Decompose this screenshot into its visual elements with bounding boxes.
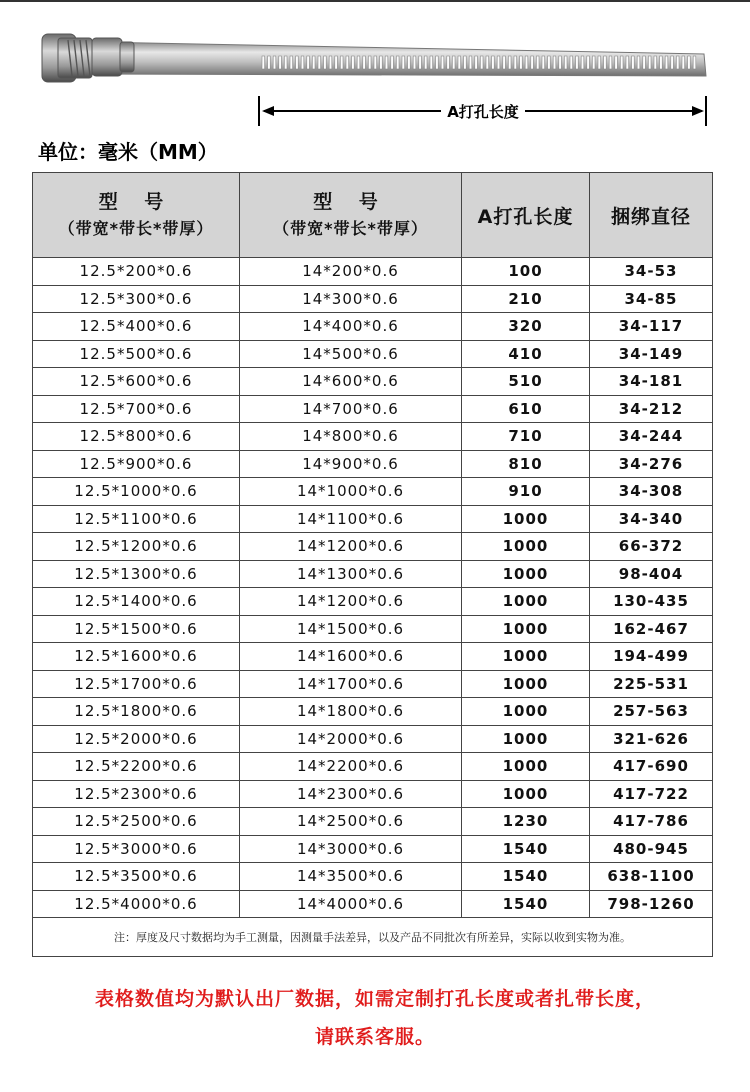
cell-model-12-5: 12.5*600*0.6 xyxy=(33,368,240,396)
cell-model-14: 14*1300*0.6 xyxy=(240,560,462,588)
cell-binding-diameter: 417-690 xyxy=(590,753,713,781)
cell-model-14: 14*600*0.6 xyxy=(240,368,462,396)
table-header-row xyxy=(33,173,713,258)
table-row xyxy=(33,285,713,313)
cell-model-14: 14*700*0.6 xyxy=(240,395,462,423)
table-note-row xyxy=(33,918,713,957)
cell-model-12-5: 12.5*1800*0.6 xyxy=(33,698,240,726)
cell-model-12-5: 12.5*1700*0.6 xyxy=(33,670,240,698)
cell-model-12-5: 12.5*400*0.6 xyxy=(33,313,240,341)
cell-model-12-5: 12.5*1500*0.6 xyxy=(33,615,240,643)
cell-hole-length: 100 xyxy=(462,258,590,286)
cell-model-14: 14*500*0.6 xyxy=(240,340,462,368)
cell-binding-diameter: 225-531 xyxy=(590,670,713,698)
table-row xyxy=(33,835,713,863)
cell-binding-diameter: 66-372 xyxy=(590,533,713,561)
table-row xyxy=(33,863,713,891)
unit-label: 单位：毫米（MM） xyxy=(38,140,218,164)
table-row xyxy=(33,643,713,671)
cell-model-14: 14*200*0.6 xyxy=(240,258,462,286)
cell-model-12-5: 12.5*2200*0.6 xyxy=(33,753,240,781)
cell-model-12-5: 12.5*3000*0.6 xyxy=(33,835,240,863)
cell-model-12-5: 12.5*2000*0.6 xyxy=(33,725,240,753)
dimension-indicator xyxy=(258,96,708,126)
table-note: 注：厚度及尺寸数据均为手工测量，因测量手法差异，以及产品不同批次有所差异，实际以收到实物为准。 xyxy=(33,918,713,957)
footer-line-1: 表格数值均为默认出厂数据，如需定制打孔长度或者扎带长度， xyxy=(94,988,655,1010)
cell-binding-diameter: 321-626 xyxy=(590,725,713,753)
cell-binding-diameter: 34-308 xyxy=(590,478,713,506)
cell-model-14: 14*1100*0.6 xyxy=(240,505,462,533)
table-row xyxy=(33,478,713,506)
stainless-steel-strap-icon xyxy=(36,24,716,94)
cell-binding-diameter: 34-117 xyxy=(590,313,713,341)
header-model-title: 型 号 xyxy=(98,191,174,213)
cell-model-12-5: 12.5*700*0.6 xyxy=(33,395,240,423)
cell-hole-length: 1230 xyxy=(462,808,590,836)
cell-binding-diameter: 257-563 xyxy=(590,698,713,726)
top-border xyxy=(0,0,750,2)
header-model-title: 型 号 xyxy=(313,191,388,213)
cell-hole-length: 1000 xyxy=(462,643,590,671)
cell-hole-length: 1540 xyxy=(462,890,590,918)
table-row xyxy=(33,698,713,726)
spec-table xyxy=(32,172,713,957)
cell-binding-diameter: 417-786 xyxy=(590,808,713,836)
cell-model-14: 14*4000*0.6 xyxy=(240,890,462,918)
table-row xyxy=(33,753,713,781)
cell-model-12-5: 12.5*500*0.6 xyxy=(33,340,240,368)
cell-model-14: 14*800*0.6 xyxy=(240,423,462,451)
cell-binding-diameter: 34-340 xyxy=(590,505,713,533)
cell-model-14: 14*400*0.6 xyxy=(240,313,462,341)
cell-model-12-5: 12.5*1600*0.6 xyxy=(33,643,240,671)
table-row xyxy=(33,368,713,396)
cell-binding-diameter: 417-722 xyxy=(590,780,713,808)
cell-hole-length: 320 xyxy=(462,313,590,341)
table-row xyxy=(33,505,713,533)
header-model-14 xyxy=(240,173,462,258)
cell-model-14: 14*2200*0.6 xyxy=(240,753,462,781)
table-row xyxy=(33,670,713,698)
cell-model-12-5: 12.5*4000*0.6 xyxy=(33,890,240,918)
cell-hole-length: 1540 xyxy=(462,835,590,863)
cell-model-14: 14*2300*0.6 xyxy=(240,780,462,808)
cell-hole-length: 710 xyxy=(462,423,590,451)
cell-binding-diameter: 638-1100 xyxy=(590,863,713,891)
table-row xyxy=(33,313,713,341)
cell-hole-length: 1000 xyxy=(462,533,590,561)
cell-model-12-5: 12.5*1000*0.6 xyxy=(33,478,240,506)
table-row xyxy=(33,780,713,808)
header-model-subtitle: （带宽*带长*带厚） xyxy=(58,219,214,238)
table-row xyxy=(33,588,713,616)
footer-notice xyxy=(0,980,750,1056)
cell-binding-diameter: 480-945 xyxy=(590,835,713,863)
cell-model-12-5: 12.5*1200*0.6 xyxy=(33,533,240,561)
cell-hole-length: 1000 xyxy=(462,698,590,726)
table-row xyxy=(33,615,713,643)
cell-model-14: 14*1200*0.6 xyxy=(240,588,462,616)
table-row xyxy=(33,560,713,588)
cell-model-14: 14*2500*0.6 xyxy=(240,808,462,836)
table-row xyxy=(33,808,713,836)
cell-binding-diameter: 34-276 xyxy=(590,450,713,478)
footer-line-2: 请联系客服。 xyxy=(314,1026,435,1048)
cell-hole-length: 910 xyxy=(462,478,590,506)
cell-binding-diameter: 194-499 xyxy=(590,643,713,671)
table-row xyxy=(33,258,713,286)
cell-model-14: 14*1500*0.6 xyxy=(240,615,462,643)
table-row xyxy=(33,340,713,368)
cell-hole-length: 1540 xyxy=(462,863,590,891)
cell-model-12-5: 12.5*800*0.6 xyxy=(33,423,240,451)
cell-binding-diameter: 34-53 xyxy=(590,258,713,286)
cell-hole-length: 1000 xyxy=(462,588,590,616)
cell-model-14: 14*2000*0.6 xyxy=(240,725,462,753)
cell-model-12-5: 12.5*3500*0.6 xyxy=(33,863,240,891)
cell-binding-diameter: 34-85 xyxy=(590,285,713,313)
cell-hole-length: 610 xyxy=(462,395,590,423)
cell-hole-length: 1000 xyxy=(462,615,590,643)
cell-binding-diameter: 130-435 xyxy=(590,588,713,616)
cell-hole-length: 210 xyxy=(462,285,590,313)
table-row xyxy=(33,395,713,423)
cell-model-14: 14*1000*0.6 xyxy=(240,478,462,506)
table-row xyxy=(33,725,713,753)
cell-binding-diameter: 34-181 xyxy=(590,368,713,396)
cell-model-12-5: 12.5*1300*0.6 xyxy=(33,560,240,588)
cell-binding-diameter: 34-244 xyxy=(590,423,713,451)
cell-binding-diameter: 34-149 xyxy=(590,340,713,368)
cell-binding-diameter: 162-467 xyxy=(590,615,713,643)
table-row xyxy=(33,423,713,451)
header-model-subtitle: （带宽*带长*带厚） xyxy=(273,219,428,238)
cell-hole-length: 1000 xyxy=(462,670,590,698)
cell-model-12-5: 12.5*200*0.6 xyxy=(33,258,240,286)
cell-model-14: 14*3000*0.6 xyxy=(240,835,462,863)
table-row xyxy=(33,533,713,561)
cell-model-14: 14*1600*0.6 xyxy=(240,643,462,671)
cell-model-14: 14*1200*0.6 xyxy=(240,533,462,561)
cell-hole-length: 810 xyxy=(462,450,590,478)
cell-model-14: 14*1700*0.6 xyxy=(240,670,462,698)
table-row xyxy=(33,450,713,478)
cell-model-12-5: 12.5*1100*0.6 xyxy=(33,505,240,533)
cell-model-12-5: 12.5*900*0.6 xyxy=(33,450,240,478)
cell-binding-diameter: 798-1260 xyxy=(590,890,713,918)
cell-hole-length: 1000 xyxy=(462,753,590,781)
header-binding-diameter: 捆绑直径 xyxy=(590,173,713,258)
cell-model-12-5: 12.5*1400*0.6 xyxy=(33,588,240,616)
table-row xyxy=(33,890,713,918)
dimension-label: A打孔长度 xyxy=(441,103,525,121)
cell-hole-length: 1000 xyxy=(462,725,590,753)
cell-hole-length: 410 xyxy=(462,340,590,368)
cell-model-14: 14*900*0.6 xyxy=(240,450,462,478)
cell-model-14: 14*300*0.6 xyxy=(240,285,462,313)
cell-binding-diameter: 34-212 xyxy=(590,395,713,423)
cell-hole-length: 1000 xyxy=(462,505,590,533)
cell-model-14: 14*3500*0.6 xyxy=(240,863,462,891)
cell-model-12-5: 12.5*300*0.6 xyxy=(33,285,240,313)
cell-hole-length: 1000 xyxy=(462,560,590,588)
cell-binding-diameter: 98-404 xyxy=(590,560,713,588)
cell-model-14: 14*1800*0.6 xyxy=(240,698,462,726)
cell-model-12-5: 12.5*2500*0.6 xyxy=(33,808,240,836)
header-hole-length: A打孔长度 xyxy=(462,173,590,258)
cell-hole-length: 510 xyxy=(462,368,590,396)
cell-hole-length: 1000 xyxy=(462,780,590,808)
header-model-12-5 xyxy=(33,173,240,258)
cell-model-12-5: 12.5*2300*0.6 xyxy=(33,780,240,808)
